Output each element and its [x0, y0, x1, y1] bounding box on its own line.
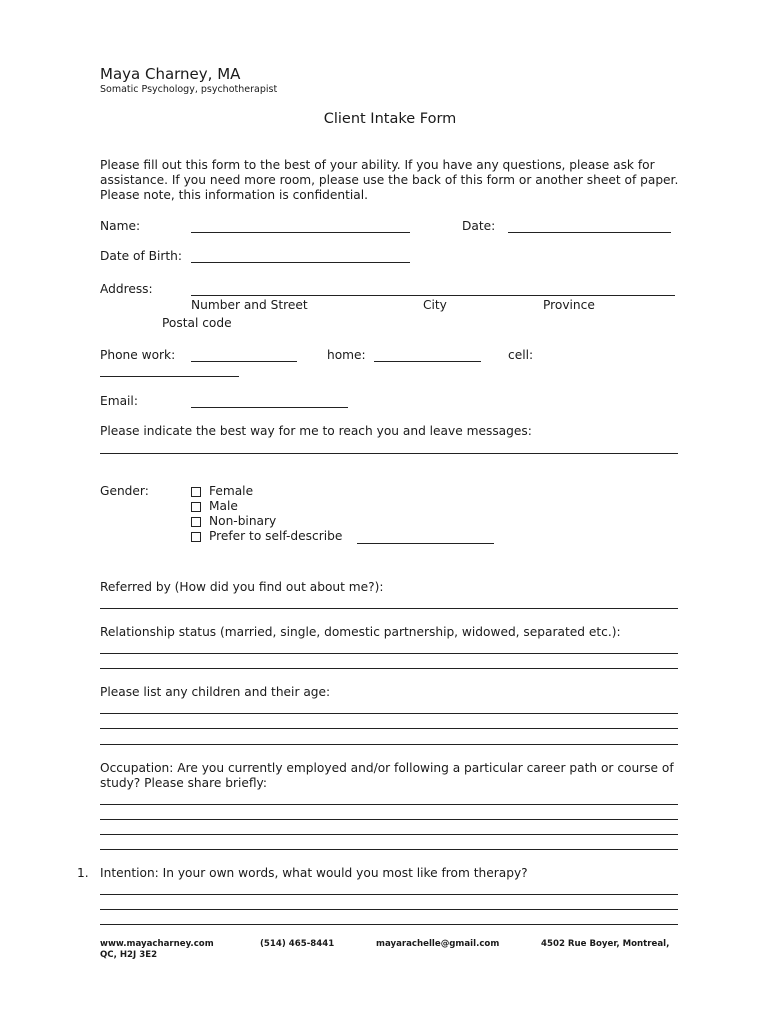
date-field[interactable] — [508, 232, 671, 233]
gender-option-self-describe[interactable] — [191, 529, 342, 543]
phone-work-field[interactable] — [191, 361, 297, 362]
date-label: Date: — [462, 219, 496, 233]
referred-field[interactable] — [100, 608, 678, 609]
phone-cell-field[interactable] — [100, 376, 239, 377]
intro-paragraph: Please fill out this form to the best of your ability. If you have any questions, please ask for assistance. If you need more room, please use the back of this form or another sheet of paper. Please note, this information is confidential. — [100, 158, 679, 203]
children-field-line[interactable] — [100, 728, 678, 729]
children-field-line[interactable] — [100, 713, 678, 714]
intention-field-line[interactable] — [100, 894, 678, 895]
gender-label: Gender: — [100, 484, 149, 498]
checkbox[interactable] — [191, 487, 201, 497]
occupation-field-line[interactable] — [100, 849, 678, 850]
address-field[interactable] — [191, 295, 675, 296]
relationship-field-line[interactable] — [100, 668, 678, 669]
footer-phone: (514) 465-8441 — [260, 939, 335, 949]
dob-label: Date of Birth: — [100, 249, 182, 263]
question-intention: Intention: In your own words, what would you most like from therapy? — [100, 866, 528, 880]
phone-home-label: home: — [327, 348, 366, 362]
phone-work-label: Phone work: — [100, 348, 176, 362]
phone-cell-label: cell: — [508, 348, 534, 362]
gender-option-female[interactable] — [191, 484, 253, 498]
occupation-field-line[interactable] — [100, 804, 678, 805]
option-label: Male — [209, 499, 238, 513]
practitioner-credentials: Somatic Psychology, psychotherapist — [100, 84, 278, 95]
checkbox[interactable] — [191, 532, 201, 542]
checkbox[interactable] — [191, 517, 201, 527]
contact-preference-label: Please indicate the best way for me to reach you and leave messages: — [100, 424, 532, 438]
name-field[interactable] — [191, 232, 410, 233]
option-label: Prefer to self-describe — [209, 529, 343, 543]
footer-address-line2: QC, H2J 3E2 — [100, 950, 158, 960]
gender-option-male[interactable] — [191, 499, 238, 513]
occupation-label: Occupation: Are you currently employed and/or following a particular career path or course of study? Please share briefly: — [100, 761, 674, 790]
gender-option-non-binary[interactable] — [191, 514, 276, 528]
address-province-caption: Province — [543, 298, 595, 312]
occupation-field-line[interactable] — [100, 834, 678, 835]
relationship-label: Relationship status (married, single, domestic partnership, widowed, separated etc.): — [100, 625, 621, 639]
question-number: 1. — [77, 866, 89, 880]
intention-field-line[interactable] — [100, 909, 678, 910]
phone-home-field[interactable] — [374, 361, 481, 362]
address-street-caption: Number and Street — [191, 298, 308, 312]
address-postal-caption: Postal code — [162, 316, 232, 330]
intention-field-line[interactable] — [100, 924, 678, 925]
contact-preference-field[interactable] — [100, 453, 678, 454]
children-label: Please list any children and their age: — [100, 685, 331, 699]
option-label: Female — [209, 484, 254, 498]
address-label: Address: — [100, 282, 153, 296]
relationship-field-line[interactable] — [100, 653, 678, 654]
referred-label: Referred by (How did you find out about me?): — [100, 580, 384, 594]
footer-email: mayarachelle@gmail.com — [376, 939, 500, 949]
name-label: Name: — [100, 219, 141, 233]
option-label: Non-binary — [209, 514, 277, 528]
address-city-caption: City — [423, 298, 447, 312]
self-describe-field[interactable] — [357, 543, 494, 544]
checkbox[interactable] — [191, 502, 201, 512]
form-title: Client Intake Form — [323, 111, 457, 127]
dob-field[interactable] — [191, 262, 410, 263]
practitioner-name: Maya Charney, MA — [100, 65, 241, 83]
footer-website: www.mayacharney.com — [100, 939, 214, 949]
footer-address-line1: 4502 Rue Boyer, Montreal, — [541, 939, 670, 949]
occupation-field-line[interactable] — [100, 819, 678, 820]
children-field-line[interactable] — [100, 744, 678, 745]
email-field[interactable] — [191, 407, 348, 408]
email-label: Email: — [100, 394, 138, 408]
